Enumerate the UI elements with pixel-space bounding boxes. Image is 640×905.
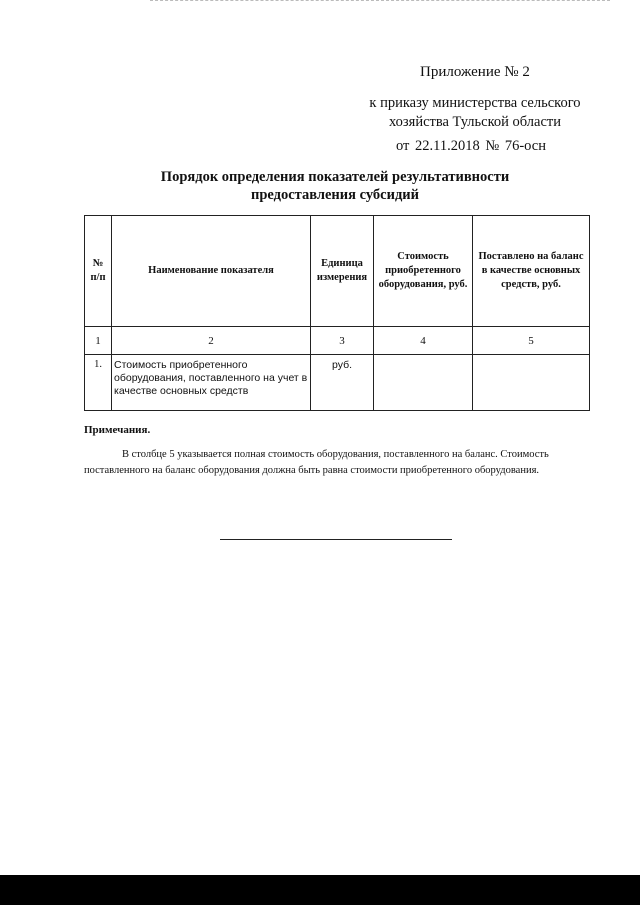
order-date: от 22.11.2018 № 76-осн xyxy=(396,138,546,154)
header-cell-name: Наименование показателя xyxy=(112,216,311,327)
order-reference-line1: к приказу министерства сельского xyxy=(369,95,581,111)
column-number: 3 xyxy=(311,327,374,355)
header-cell-cost: Стоимость приобретенного оборудования, руб. xyxy=(374,216,473,327)
scan-edge-line xyxy=(150,0,610,2)
order-reference-line2: хозяйства Тульской области xyxy=(388,114,562,130)
scan-bottom-bar xyxy=(0,875,640,905)
indicators-table xyxy=(84,215,590,411)
column-number-row xyxy=(85,327,590,355)
indicator-unit: руб. xyxy=(311,355,374,411)
column-number: 1 xyxy=(85,327,112,355)
order-reference xyxy=(330,94,620,132)
row-number: 1. xyxy=(85,355,112,411)
table-header-row xyxy=(85,216,590,327)
document-title-line2: предоставления субсидий xyxy=(250,187,419,203)
appendix-title: Приложение № 2 xyxy=(420,64,530,80)
indicator-cost xyxy=(374,355,473,411)
document-title xyxy=(110,168,560,204)
document-title-line1: Порядок определения показателей результативности xyxy=(160,169,510,185)
indicator-balance xyxy=(473,355,590,411)
table-row xyxy=(85,355,590,411)
notes-text: В столбце 5 указывается полная стоимость оборудования, поставленного на баланс. Стоимость поставленного на баланс оборудования должна быть равна стоимости приобретенного оборудования. xyxy=(84,449,549,476)
indicator-name: Стоимость приобретенного оборудования, поставленного на учет в качестве основных средств xyxy=(112,355,311,411)
column-number: 4 xyxy=(374,327,473,355)
header-cell-number: № п/п xyxy=(85,216,112,327)
column-number: 5 xyxy=(473,327,590,355)
notes-heading: Примечания. xyxy=(84,424,151,436)
end-divider xyxy=(220,539,452,540)
header-cell-balance: Поставлено на баланс в качестве основных средств, руб. xyxy=(473,216,590,327)
column-number: 2 xyxy=(112,327,311,355)
header-cell-unit: Единица измерения xyxy=(311,216,374,327)
